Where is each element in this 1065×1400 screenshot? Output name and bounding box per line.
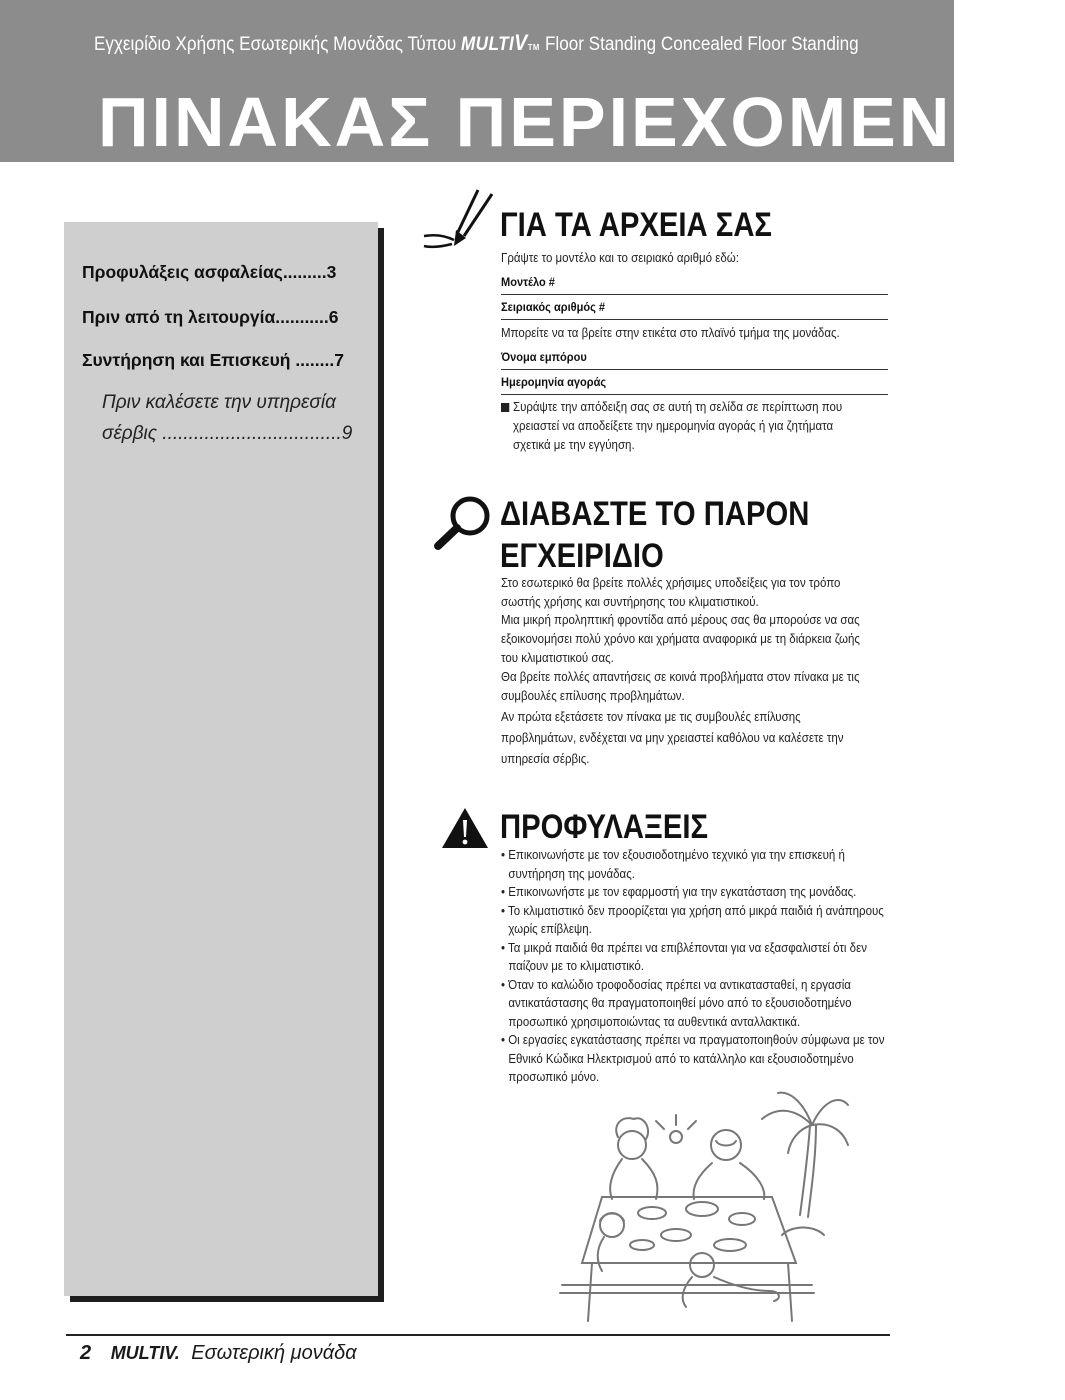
manual-text-10: υπηρεσία σέρβις. [501, 752, 590, 766]
date-label: Ημερομηνία αγοράς [501, 375, 607, 389]
toc-item-service-line1[interactable]: Πριν καλέσετε την υπηρεσία [102, 392, 336, 413]
precaution-item: • Επικοινωνήστε με τον εξουσιοδοτημένο τεχνικό για την επισκευή ή συντήρηση της μονάδας. [501, 848, 845, 881]
brand-logo: MULTIVTM [460, 30, 540, 55]
precaution-item: • Το κλιματιστικό δεν προορίζεται για χρήση από μικρά παιδιά ή ανάπηρους χωρίς επίβλεψη. [501, 903, 884, 936]
square-bullet-icon [501, 403, 509, 412]
page-header [0, 0, 1065, 162]
precaution-item: • Όταν το καλώδιο τροφοδοσίας πρέπει να αντικατασταθεί, η εργασία αντικατάστασης θα πραγματοποιηθεί μόνο από το εξουσιοδοτημένο προσωπικό χρησιμοποιώντας τα αυθεντικά ανταλλακτικά. [501, 977, 852, 1029]
model-label: Μοντέλο # [501, 275, 555, 289]
model-line [501, 294, 888, 295]
date-line [501, 394, 888, 395]
precautions-title: ΠΡΟΦΥΛΑΞΕΙΣ [500, 808, 709, 846]
footer-rule [66, 1334, 890, 1336]
manual-text-5: του κλιματιστικού σας. [501, 651, 614, 665]
dealer-label: Όνομα εμπόρου [501, 350, 587, 364]
toc-item-before-operation[interactable]: Πριν από τη λειτουργία...........6 [82, 307, 339, 327]
dealer-line [501, 369, 888, 370]
serial-line [501, 319, 888, 320]
manual-text-2: σωστής χρήσης και συντήρησης του κλιματιστικού. [501, 595, 759, 609]
pen-icon [420, 186, 500, 256]
manual-text-6: Θα βρείτε πολλές απαντήσεις σε κοινά προβλήματα στον πίνακα με τις [501, 670, 860, 684]
toc-item-maintenance[interactable]: Συντήρηση και Επισκευή ........7 [82, 350, 344, 370]
precaution-item: • Επικοινωνήστε με τον εφαρμοστή για την εγκατάσταση της μονάδας. [501, 885, 857, 899]
records-intro: Γράψτε το μοντέλο και το σειριακό αριθμό εδώ: [501, 251, 739, 265]
page-footer [80, 1342, 357, 1365]
label-note: Μπορείτε να τα βρείτε στην ετικέτα στο πλαϊνό τμήμα της μονάδας. [501, 326, 840, 340]
header-subtitle-prefix: Εγχειρίδιο Χρήσης Εσωτερικής Μονάδας Τύπου [94, 34, 457, 55]
footer-brand-logo: MULTIV. [110, 1343, 180, 1363]
toc-item-safety[interactable]: Προφυλάξεις ασφαλείας.........3 [82, 262, 337, 282]
header-subtitle-suffix: Floor Standing Concealed Floor Standing [544, 34, 859, 55]
precaution-item: • Τα μικρά παιδιά θα πρέπει να επιβλέπονται για να εξασφαλιστεί ότι δεν παίζουν με το κλιματιστικό. [501, 940, 867, 973]
header-subtitle [94, 30, 859, 56]
manual-text-1: Στο εσωτερικό θα βρείτε πολλές χρήσιμες υποδείξεις για τον τρόπο [501, 576, 841, 590]
records-title: ΓΙΑ ΤΑ ΑΡΧΕΙΑ ΣΑΣ [500, 206, 772, 244]
toc-item-service-line2[interactable]: σέρβις ..................................9 [102, 423, 353, 444]
manual-title-line2: ΕΓΧΕΙΡΙΔΙΟ [500, 537, 664, 575]
receipt-note-line2: χρειαστεί να αποδείξετε την ημερομηνία αγοράς ή για ζητήματα [513, 419, 834, 433]
page-number: 2 [80, 1342, 92, 1364]
precaution-item: • Οι εργασίες εγκατάστασης πρέπει να πραγματοποιηθούν σύμφωνα με τον Εθνικό Κώδικα Ηλεκτρισμού από το κατάλληλο και εξουσιοδοτημένο προσωπικό μόνο. [501, 1033, 885, 1084]
page-title: ΠΙΝΑΚΑΣ ΠΕΡΙΕΧΟΜΕΝΩΝ [98, 83, 1065, 161]
footer-label: Εσωτερική μονάδα [191, 1342, 357, 1364]
receipt-note-line3: σχετικά με την εγγύηση. [513, 438, 635, 452]
receipt-note-line1: Συράψτε την απόδειξη σας σε αυτή τη σελίδα σε περίπτωση που [501, 398, 842, 416]
warning-icon [440, 806, 490, 850]
manual-text-3: Μια μικρή προληπτική φροντίδα από μέρους σας θα μπορούσε να σας [501, 613, 860, 627]
precautions-list [501, 846, 921, 1087]
manual-text-9: προβλημάτων, ενδέχεται να μην χρειαστεί καθόλου να καλέσετε την [501, 731, 844, 745]
manual-text-8: Αν πρώτα εξετάσετε τον πίνακα με τις συμβουλές επίλυσης [501, 710, 801, 724]
manual-text-7: συμβουλές επίλυσης προβλημάτων. [501, 689, 685, 703]
manual-title-line1: ΔΙΑΒΑΣΤΕ ΤΟ ΠΑΡΟΝ [500, 495, 810, 533]
serial-label: Σειριακός αριθμός # [501, 300, 606, 314]
manual-text-4: εξοικονομήσει πολύ χρόνο και χρήματα αναφορικά με τη διάρκεια ζωής [501, 632, 860, 646]
magnifier-icon [432, 494, 496, 554]
toc-box [64, 222, 378, 1296]
family-picnic-illustration [552, 1085, 852, 1330]
